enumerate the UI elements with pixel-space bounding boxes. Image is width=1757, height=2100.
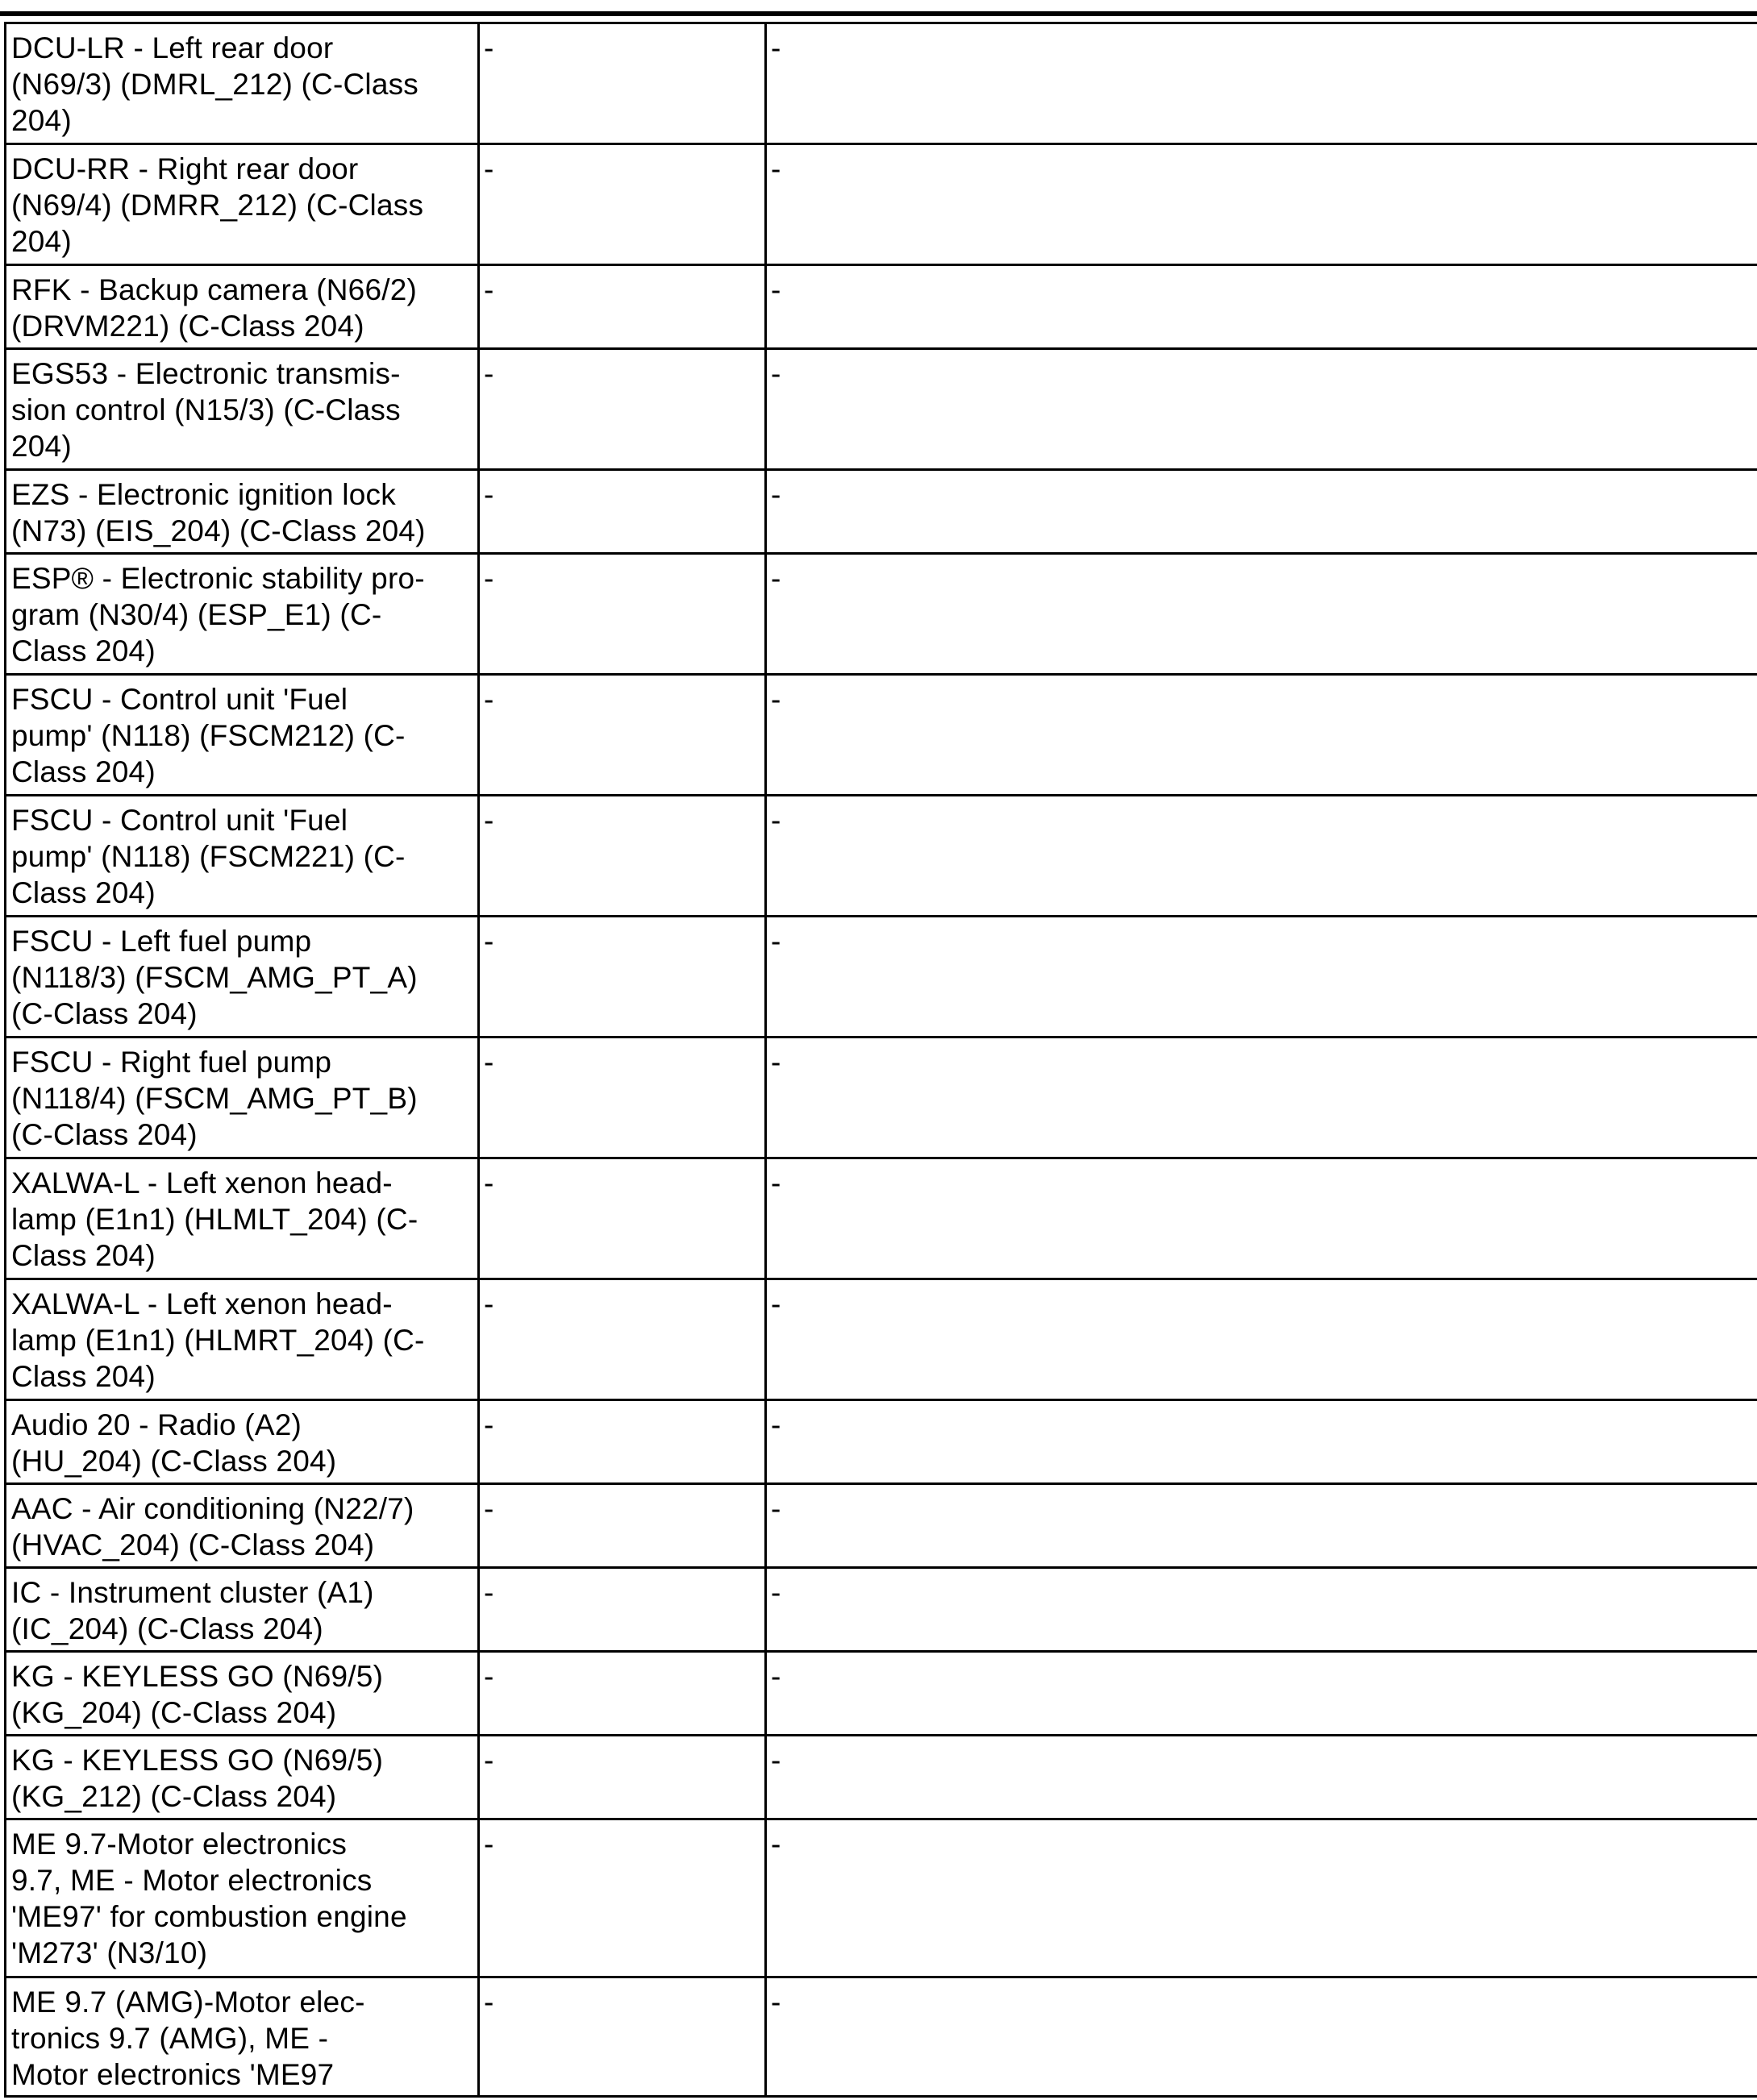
control-unit-table bbox=[4, 22, 1757, 2098]
control-unit-cell: FSCU - Left fuel pump (N118/3) (FSCM_AMG_PT_A) (C-Class 204) bbox=[6, 917, 479, 1038]
value-cell: - bbox=[766, 144, 1757, 265]
control-unit-cell: DCU-LR - Left rear door (N69/3) (DMRL_212) (C-Class 204) bbox=[6, 23, 479, 144]
table-row bbox=[6, 23, 1757, 144]
value-cell: - bbox=[479, 23, 766, 144]
control-unit-cell: IC - Instrument cluster (A1) (IC_204) (C-Class 204) bbox=[6, 1568, 479, 1652]
table-row bbox=[6, 144, 1757, 265]
value-cell: - bbox=[479, 1279, 766, 1400]
value-cell: - bbox=[766, 1652, 1757, 1736]
value-cell: - bbox=[766, 1158, 1757, 1279]
value-cell: - bbox=[479, 144, 766, 265]
value-cell: - bbox=[479, 675, 766, 796]
table-row bbox=[6, 1279, 1757, 1400]
value-cell: - bbox=[766, 1977, 1757, 2097]
value-cell: - bbox=[479, 1819, 766, 1977]
value-cell: - bbox=[766, 1736, 1757, 1819]
control-unit-cell: AAC - Air conditioning (N22/7) (HVAC_204) (C-Class 204) bbox=[6, 1484, 479, 1568]
value-cell: - bbox=[766, 1568, 1757, 1652]
value-cell: - bbox=[479, 1484, 766, 1568]
control-unit-cell: KG - KEYLESS GO (N69/5) (KG_204) (C-Class 204) bbox=[6, 1652, 479, 1736]
control-unit-cell: ESP® - Electronic stability pro- gram (N30/4) (ESP_E1) (C- Class 204) bbox=[6, 554, 479, 675]
table-row bbox=[6, 349, 1757, 470]
table-body bbox=[6, 23, 1757, 2097]
table-row bbox=[6, 1652, 1757, 1736]
control-unit-cell: RFK - Backup camera (N66/2) (DRVM221) (C-Class 204) bbox=[6, 265, 479, 349]
table-row bbox=[6, 1819, 1757, 1977]
table-row bbox=[6, 1977, 1757, 2097]
value-cell: - bbox=[766, 554, 1757, 675]
value-cell: - bbox=[766, 470, 1757, 554]
value-cell: - bbox=[766, 1279, 1757, 1400]
value-cell: - bbox=[479, 917, 766, 1038]
value-cell: - bbox=[479, 1652, 766, 1736]
control-unit-cell: KG - KEYLESS GO (N69/5) (KG_212) (C-Class 204) bbox=[6, 1736, 479, 1819]
control-unit-cell: FSCU - Control unit 'Fuel pump' (N118) (FSCM212) (C- Class 204) bbox=[6, 675, 479, 796]
value-cell: - bbox=[479, 1977, 766, 2097]
value-cell: - bbox=[766, 1400, 1757, 1484]
table-row bbox=[6, 554, 1757, 675]
table-row bbox=[6, 1736, 1757, 1819]
value-cell: - bbox=[479, 1736, 766, 1819]
value-cell: - bbox=[766, 1038, 1757, 1158]
table-row bbox=[6, 1484, 1757, 1568]
table-row bbox=[6, 470, 1757, 554]
value-cell: - bbox=[766, 1484, 1757, 1568]
value-cell: - bbox=[479, 1400, 766, 1484]
value-cell: - bbox=[479, 1038, 766, 1158]
value-cell: - bbox=[479, 1158, 766, 1279]
control-unit-cell: DCU-RR - Right rear door (N69/4) (DMRR_212) (C-Class 204) bbox=[6, 144, 479, 265]
table-row bbox=[6, 265, 1757, 349]
control-unit-cell: ME 9.7-Motor electronics 9.7, ME - Motor electronics 'ME97' for combustion engine 'M273' (N3/10) bbox=[6, 1819, 479, 1977]
control-unit-cell: Audio 20 - Radio (A2) (HU_204) (C-Class 204) bbox=[6, 1400, 479, 1484]
control-unit-cell: XALWA-L - Left xenon head- lamp (E1n1) (HLMRT_204) (C- Class 204) bbox=[6, 1279, 479, 1400]
table-row bbox=[6, 1158, 1757, 1279]
table-row bbox=[6, 796, 1757, 917]
table-row bbox=[6, 1038, 1757, 1158]
top-rule bbox=[0, 11, 1757, 16]
control-unit-cell: FSCU - Right fuel pump (N118/4) (FSCM_AMG_PT_B) (C-Class 204) bbox=[6, 1038, 479, 1158]
value-cell: - bbox=[479, 470, 766, 554]
control-unit-cell: EZS - Electronic ignition lock (N73) (EIS_204) (C-Class 204) bbox=[6, 470, 479, 554]
value-cell: - bbox=[479, 265, 766, 349]
value-cell: - bbox=[766, 917, 1757, 1038]
control-unit-cell: ME 9.7 (AMG)-Motor elec- tronics 9.7 (AMG), ME - Motor electronics 'ME97 bbox=[6, 1977, 479, 2097]
control-unit-cell: EGS53 - Electronic transmis- sion control (N15/3) (C-Class 204) bbox=[6, 349, 479, 470]
control-unit-cell: FSCU - Control unit 'Fuel pump' (N118) (FSCM221) (C- Class 204) bbox=[6, 796, 479, 917]
value-cell: - bbox=[479, 554, 766, 675]
value-cell: - bbox=[766, 796, 1757, 917]
table-row bbox=[6, 1568, 1757, 1652]
table-row bbox=[6, 917, 1757, 1038]
value-cell: - bbox=[766, 349, 1757, 470]
value-cell: - bbox=[766, 265, 1757, 349]
control-unit-cell: XALWA-L - Left xenon head- lamp (E1n1) (HLMLT_204) (C- Class 204) bbox=[6, 1158, 479, 1279]
table-row bbox=[6, 1400, 1757, 1484]
value-cell: - bbox=[479, 796, 766, 917]
value-cell: - bbox=[766, 1819, 1757, 1977]
table-row bbox=[6, 675, 1757, 796]
value-cell: - bbox=[766, 675, 1757, 796]
value-cell: - bbox=[766, 23, 1757, 144]
value-cell: - bbox=[479, 1568, 766, 1652]
value-cell: - bbox=[479, 349, 766, 470]
